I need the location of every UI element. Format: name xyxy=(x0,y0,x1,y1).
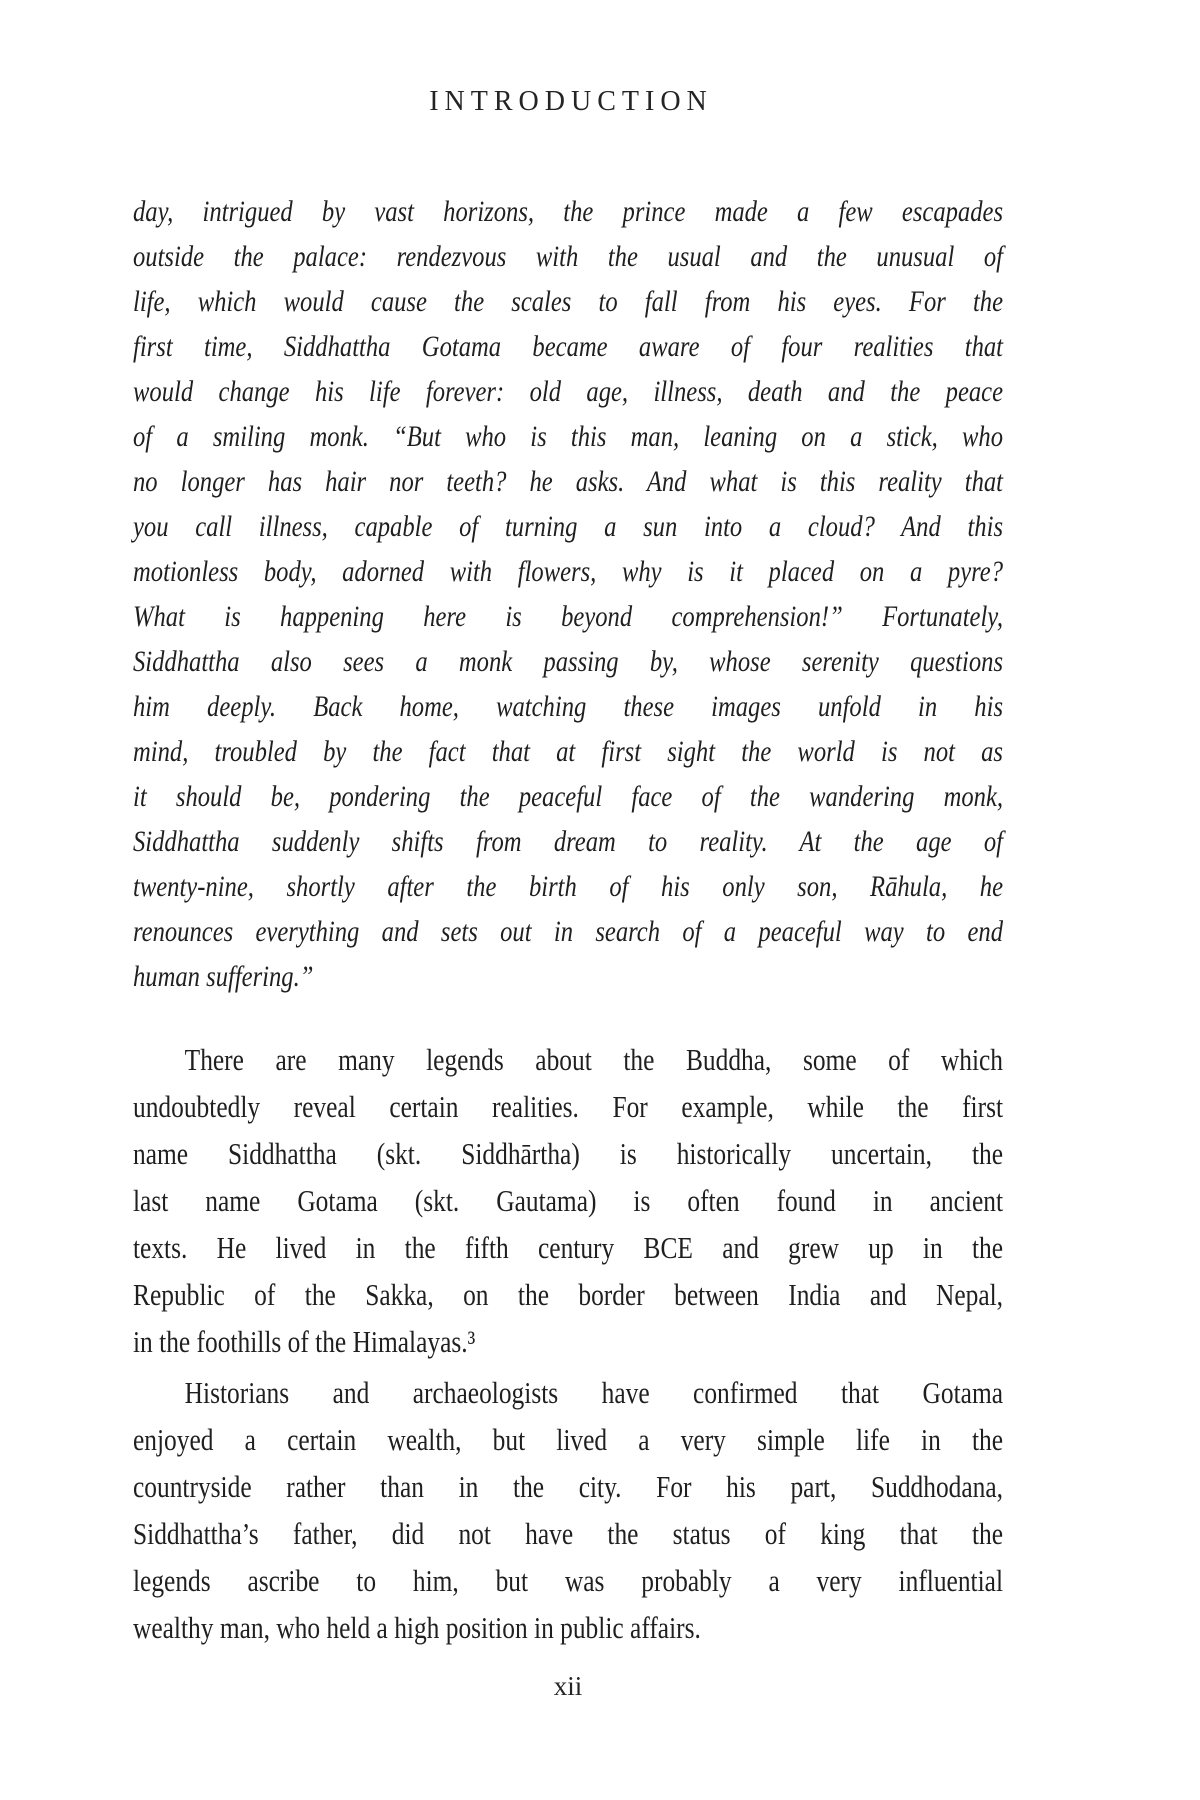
text-line: would change his life forever: old age, illness, death and the peace xyxy=(133,375,1004,408)
text-line: name Siddhattha (skt. Siddhārtha) is historically uncertain, the xyxy=(133,1136,1004,1171)
text-line: first time, Siddhattha Gotama became aware of four realities that xyxy=(133,330,1004,363)
text-line: There are many legends about the Buddha, some of which xyxy=(184,1042,1004,1077)
text-line: in the foothills of the Himalayas.³ xyxy=(133,1324,476,1359)
text-line: him deeply. Back home, watching these images unfold in his xyxy=(133,690,1004,723)
text-line: What is happening here is beyond comprehension!” Fortunately, xyxy=(133,600,1004,633)
text-line: it should be, pondering the peaceful face of the wandering monk, xyxy=(133,780,1004,813)
text-line: undoubtedly reveal certain realities. For example, while the first xyxy=(133,1089,1004,1124)
text-line: twenty-nine, shortly after the birth of his only son, Rāhula, he xyxy=(133,870,1004,903)
page-number: xii xyxy=(553,1671,583,1701)
text-line: enjoyed a certain wealth, but lived a very simple life in the xyxy=(133,1422,1004,1457)
italic-quote-block xyxy=(133,189,1003,999)
text-line: day, intrigued by vast horizons, the prince made a few escapades xyxy=(133,195,1004,228)
text-line: Siddhattha suddenly shifts from dream to reality. At the age of xyxy=(133,825,1004,858)
text-line: outside the palace: rendezvous with the usual and the unusual of xyxy=(133,240,1004,273)
text-line: Historians and archaeologists have confirmed that Gotama xyxy=(184,1375,1004,1410)
text-line: life, which would cause the scales to fall from his eyes. For the xyxy=(133,285,1004,318)
page-title: INTRODUCTION xyxy=(429,86,713,117)
text-line: Republic of the Sakka, on the border between India and Nepal, xyxy=(133,1277,1004,1312)
text-line: no longer has hair nor teeth? he asks. And what is this reality that xyxy=(133,465,1004,498)
paragraph-historians xyxy=(133,1369,1003,1651)
text-line: texts. He lived in the fifth century BCE and grew up in the xyxy=(133,1230,1004,1265)
text-line: Siddhattha also sees a monk passing by, whose serenity questions xyxy=(133,645,1004,678)
text-line: renounces everything and sets out in search of a peaceful way to end xyxy=(133,915,1004,948)
text-line: countryside rather than in the city. For his part, Suddhodana, xyxy=(133,1469,1004,1504)
text-line: mind, troubled by the fact that at first sight the world is not as xyxy=(133,735,1004,768)
text-line: wealthy man, who held a high position in public affairs. xyxy=(133,1610,701,1645)
paragraph-legends xyxy=(133,1036,1003,1365)
text-line: motionless body, adorned with flowers, why is it placed on a pyre? xyxy=(133,555,1004,588)
text-line: of a smiling monk. “But who is this man, leaning on a stick, who xyxy=(133,420,1004,453)
text-line: you call illness, capable of turning a sun into a cloud? And this xyxy=(133,510,1004,543)
text-line: Siddhattha’s father, did not have the status of king that the xyxy=(133,1516,1004,1551)
text-line: legends ascribe to him, but was probably a very influential xyxy=(133,1563,1004,1598)
text-line: last name Gotama (skt. Gautama) is often found in ancient xyxy=(133,1183,1004,1218)
text-line: human suffering.” xyxy=(133,960,314,993)
